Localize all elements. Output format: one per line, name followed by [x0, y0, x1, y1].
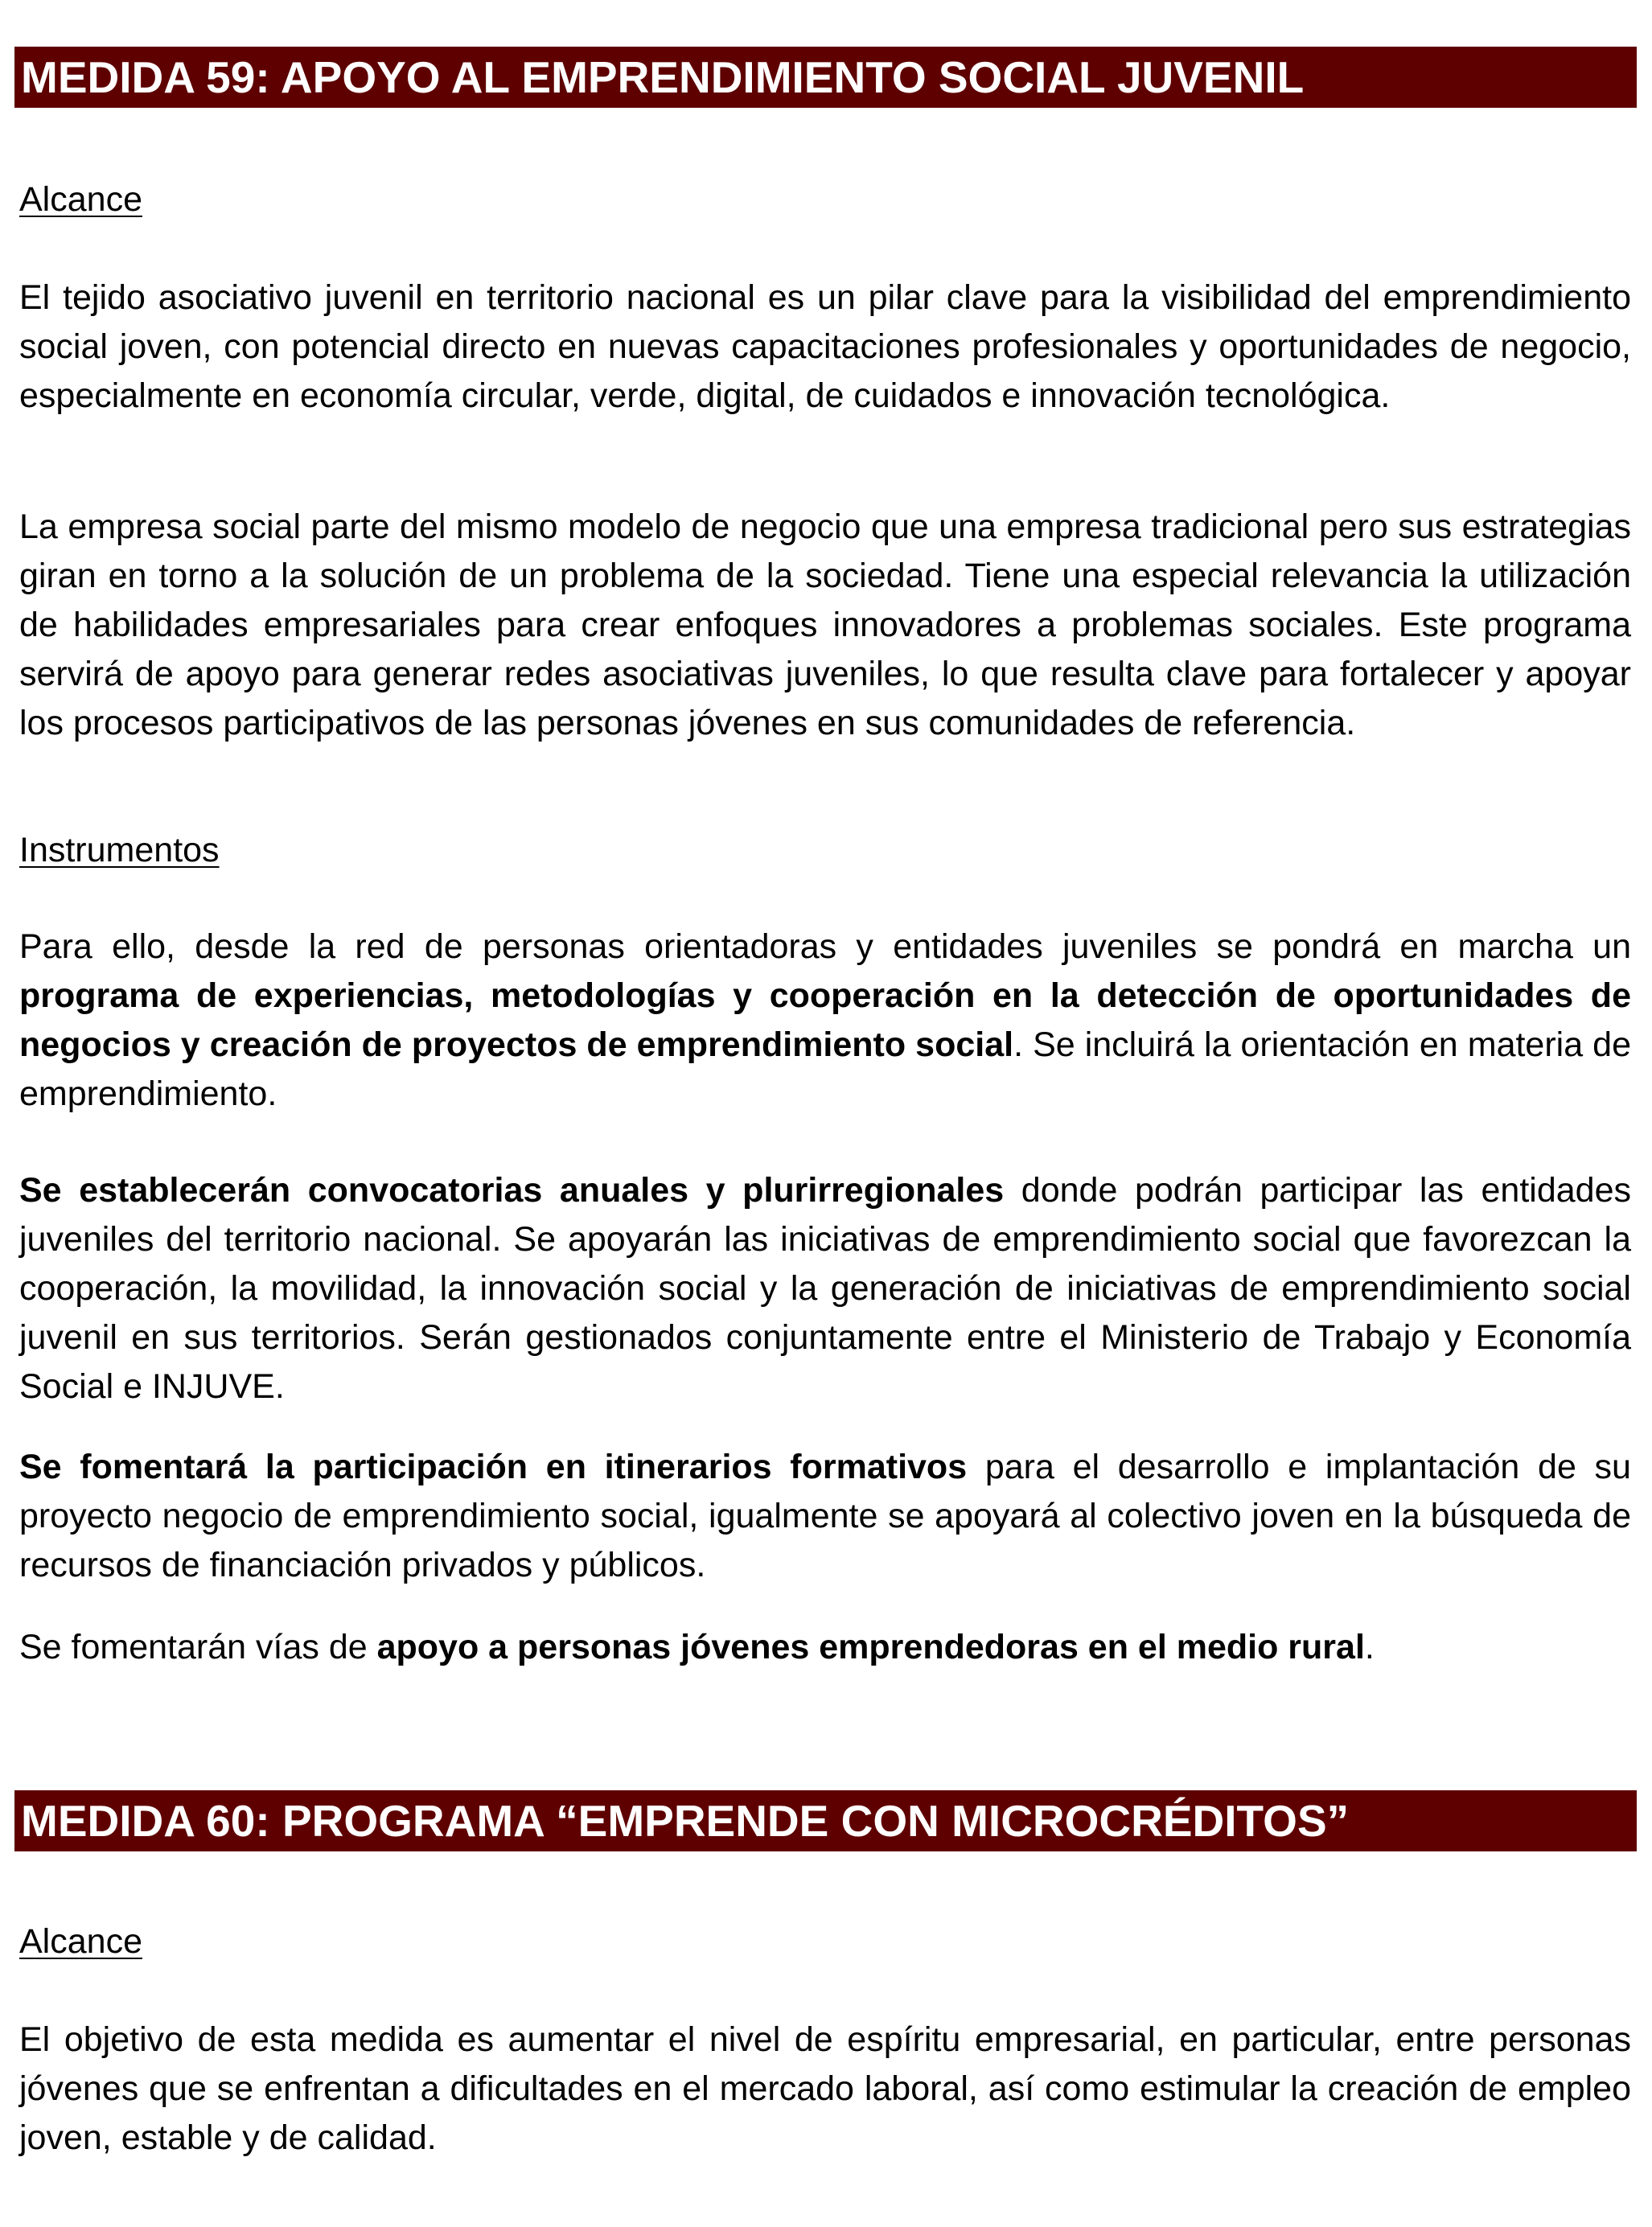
paragraph-alcance-1: El tejido asociativo juvenil en territorio nacional es un pilar clave para la visibilidad del emprendimiento social joven, con potencial directo en nuevas capacitaciones profesionales y oportunidades de negocio, especialmente en economía circular, verde, digital, de cuidados e innovación tecnológica.	[19, 278, 1631, 415]
paragraph-instrumentos-2	[19, 1166, 1631, 1411]
paragraph-emphasis: apoyo a personas jóvenes emprendedoras en el medio rural	[376, 1628, 1365, 1666]
paragraph-alcance-2: La empresa social parte del mismo modelo de negocio que una empresa tradicional pero sus estrategias giran en torno a la solución de un problema de la sociedad. Tiene una especial relevancia la utilización de habilidades empresariales para crear enfoques innovadores a problemas sociales. Este programa servirá de apoyo para generar redes asociativas juveniles, lo que resulta clave para fortalecer y apoyar los procesos participativos de las personas jóvenes en sus comunidades de referencia.	[19, 507, 1631, 742]
paragraph-alcance-medida-60: El objetivo de esta medida es aumentar el nivel de espíritu empresarial, en particular, entre personas jóvenes que se enfrentan a dificultades en el mercado laboral, así como estimular la creación de empleo joven, estable y de calidad.	[19, 2020, 1631, 2157]
paragraph-text: . Se incluirá la orientación en materia de emprendimiento.	[19, 1025, 1632, 1113]
paragraph-emphasis: Se establecerán convocatorias anuales y plurirregionales	[19, 1171, 1005, 1210]
paragraph-emphasis: programa de experiencias, metodologías y cooperación en la detección de oportunidades de negocios y creación de proyectos de emprendimiento social	[19, 976, 1631, 1064]
subheading-alcance-2: Alcance	[19, 1922, 142, 1961]
section-title-medida-59: MEDIDA 59: APOYO AL EMPRENDIMIENTO SOCIAL JUVENIL	[14, 47, 1637, 108]
paragraph-instrumentos-4	[19, 1623, 1631, 1672]
subheading-instrumentos: Instrumentos	[19, 831, 220, 869]
paragraph-text: para el desarrollo e implantación de su proyecto negocio de emprendimiento social, igualmente se apoyará al colectivo joven en la búsqueda de recursos de financiación privados y públicos.	[19, 1448, 1631, 1584]
paragraph-instrumentos-3	[19, 1443, 1631, 1590]
paragraph-emphasis: Se fomentará la participación en itinerarios formativos	[19, 1448, 968, 1486]
paragraph-text: .	[1364, 1628, 1375, 1666]
paragraph-text: Se fomentarán vías de	[19, 1628, 377, 1666]
paragraph-instrumentos-1	[19, 922, 1631, 1119]
subheading-alcance: Alcance	[19, 180, 142, 219]
paragraph-text: donde podrán participar las entidades juveniles del territorio nacional. Se apoyarán las iniciativas de emprendimiento social que favorezcan la cooperación, la movilidad, la innovación social y la generación de iniciativas de emprendimiento social juvenil en sus territorios. Serán gestionados conjuntamente entre el Ministerio de Trabajo y Economía Social e INJUVE.	[19, 1171, 1631, 1406]
section-title-medida-60: MEDIDA 60: PROGRAMA “EMPRENDE CON MICROCRÉDITOS”	[14, 1790, 1637, 1851]
paragraph-text: Para ello, desde la red de personas orientadoras y entidades juveniles se pondrá en marcha un	[19, 927, 1631, 966]
